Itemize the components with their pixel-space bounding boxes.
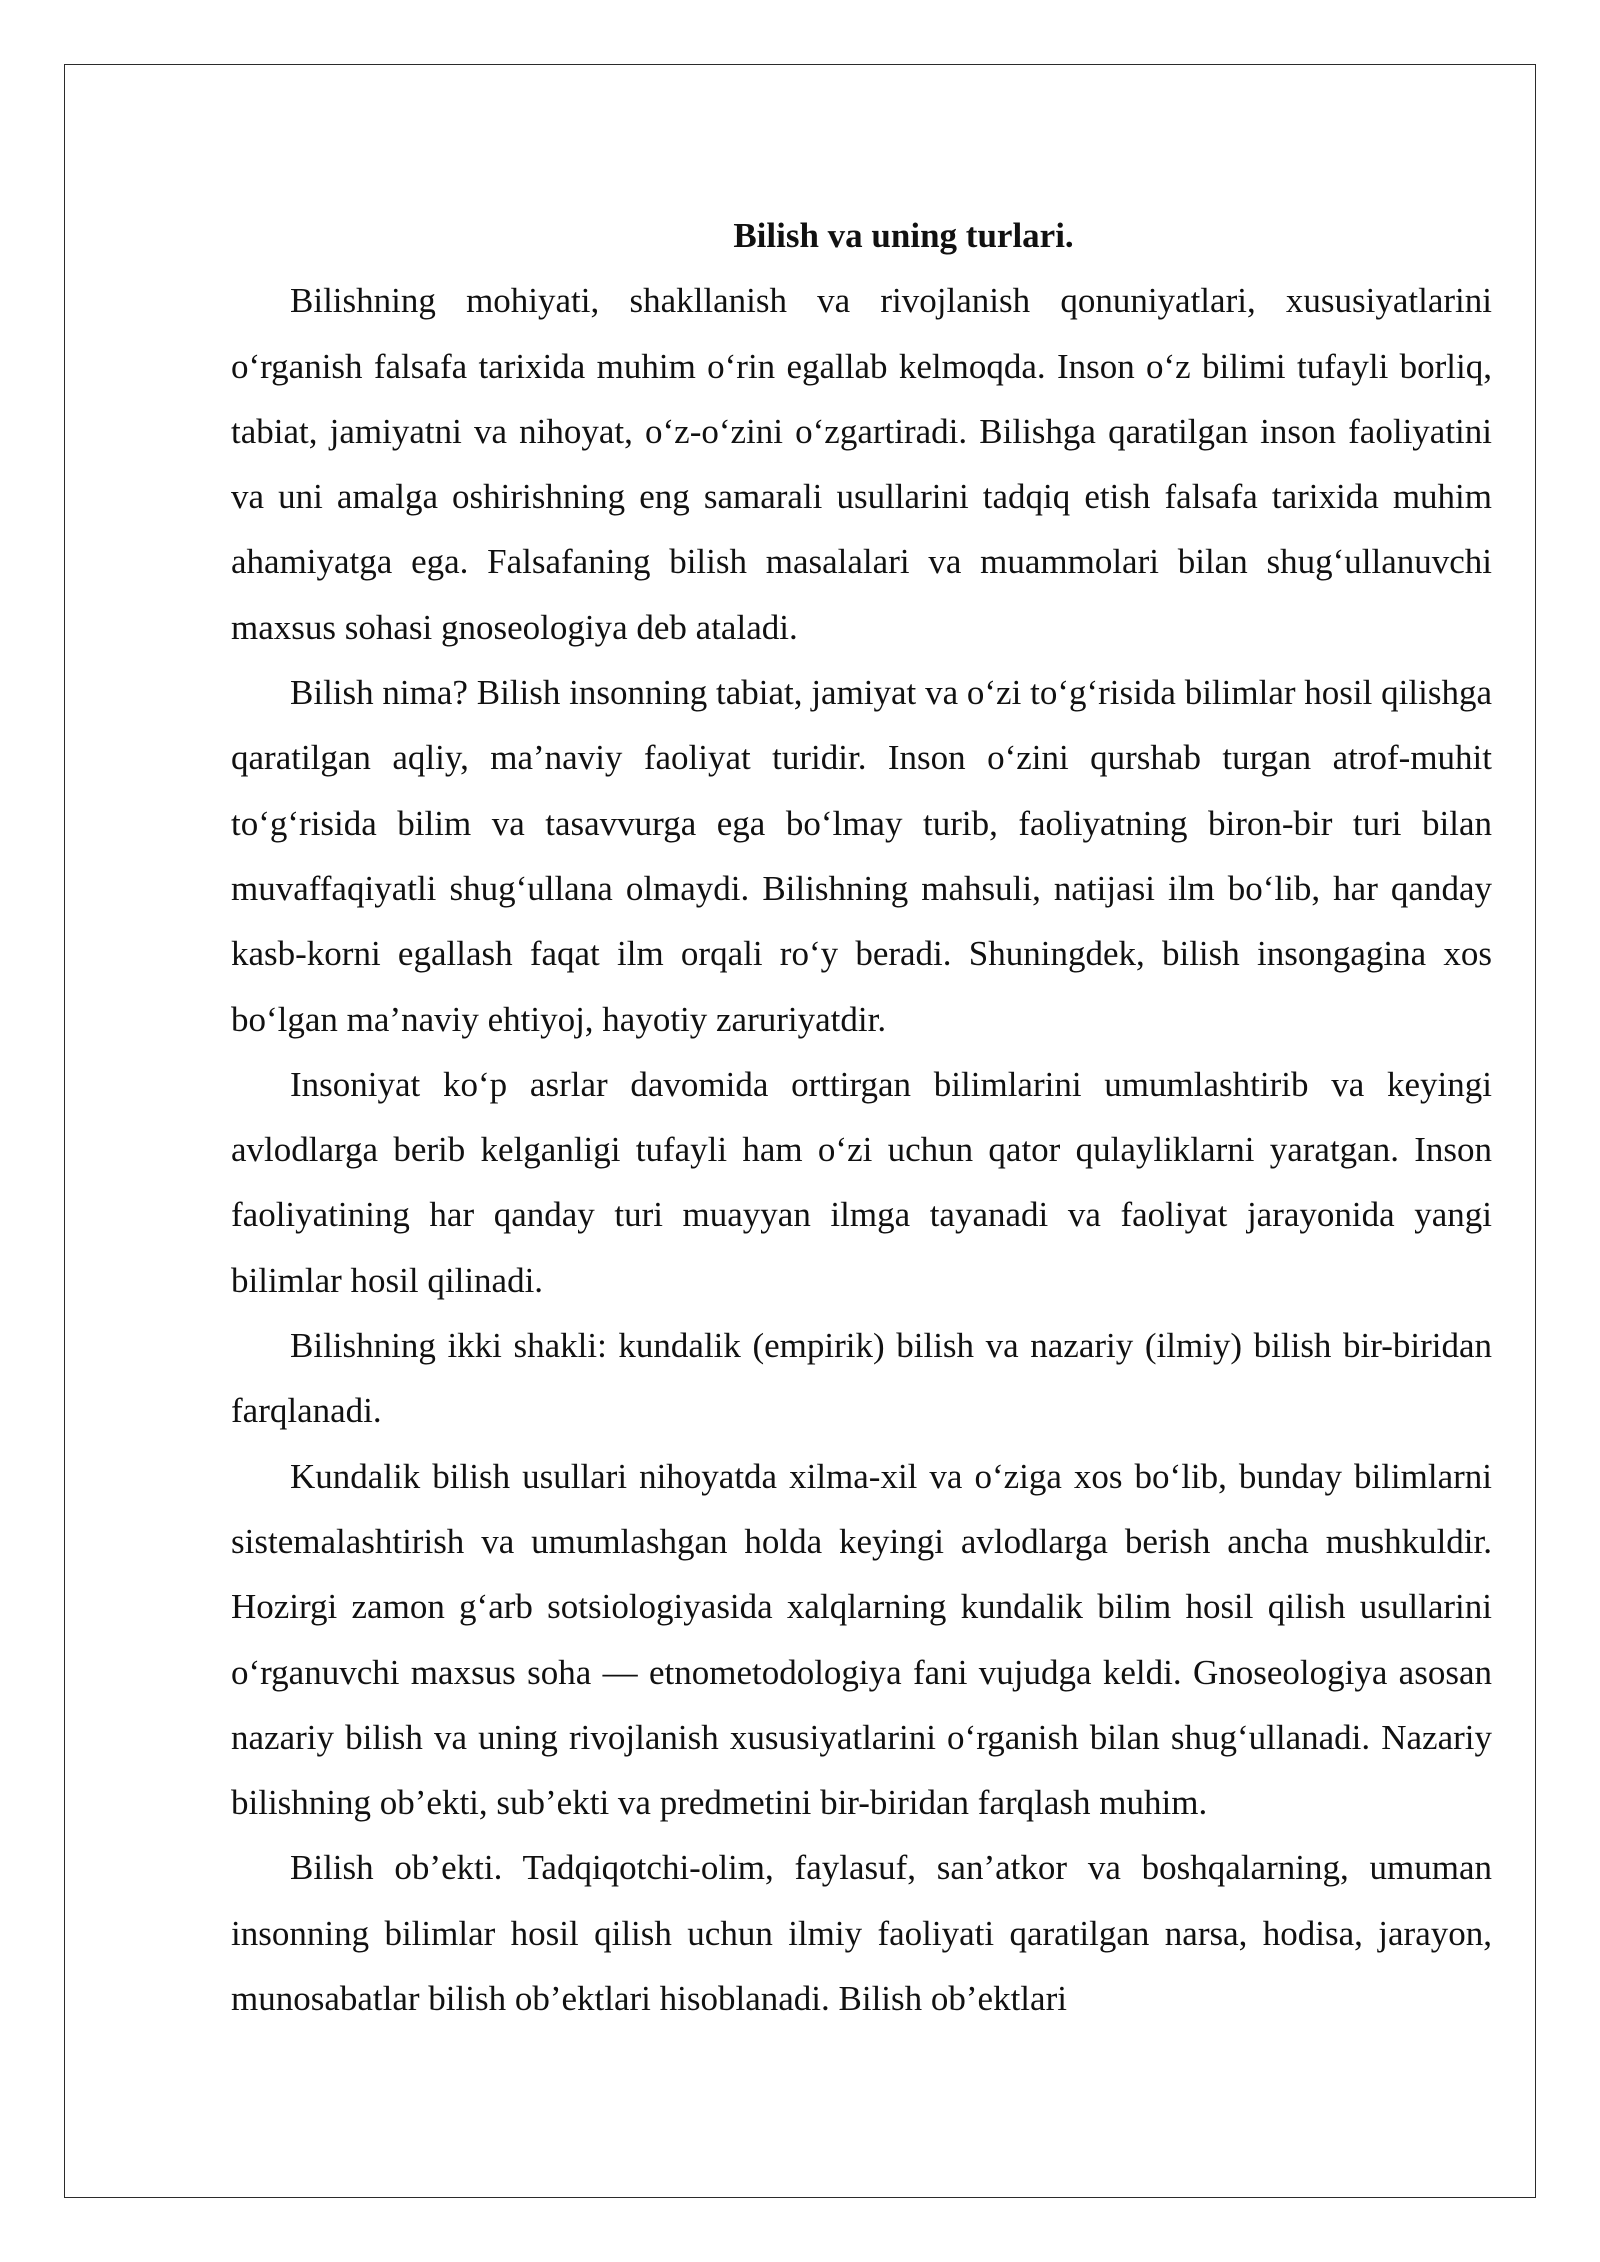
document-page <box>64 64 1536 2198</box>
paragraph-4: Bilishning ikki shakli: kundalik (empirik) bilish va nazariy (ilmiy) bilish bir-biridan farqlanadi. <box>231 1326 1492 1431</box>
paragraph-3: Insoniyat ko‘p asrlar davomida orttirgan bilimlarini umumlashtirib va keyingi avlodlarga berib kelganligi tufayli ham o‘zi uchun qator qulayliklarni yaratgan. Inson faoliyatining har qanday turi muayyan ilmga tayanadi va faoliyat jarayonida yangi bilimlar hosil qilinadi. <box>231 1064 1492 1300</box>
document-title: Bilish va uning turlari. <box>733 216 1074 255</box>
paragraph-5: Kundalik bilish usullari nihoyatda xilma-xil va o‘ziga xos bo‘lib, bunday bilimlarni sistemalashtirish va umumlashgan holda keyingi avlodlarga berish ancha mushkuldir. Hozirgi zamon g‘arb sotsiologiyasida xalqlarning kundalik bilim hosil qilish usullarini o‘rganuvchi maxsus soha — etnometodologiya fani vujudga keldi. Gnoseologiya asosan nazariy bilish va uning rivojlanish xususiyatlarini o‘rganish bilan shug‘ullanadi. Nazariy bilishning ob’ekti, sub’ekti va predmetini bir-biridan farqlash muhim. <box>231 1456 1492 1823</box>
paragraph-1: Bilishning mohiyati, shakllanish va rivojlanish qonuniyatlari, xususiyatlarini o‘rganish falsafa tarixida muhim o‘rin egallab kelmoqda. Inson o‘z bilimi tufayli borliq, tabiat, jamiyatni va nihoyat, o‘z-o‘zini o‘zgartiradi. Bilishga qaratilgan inson faoliyatini va uni amalga oshirishning eng samarali usullarini tadqiq etish falsafa tarixida muhim ahamiyatga ega. Falsafaning bilish masalalari va muammolari bilan shug‘ullanuvchi maxsus sohasi gnoseologiya deb ataladi. <box>231 281 1492 647</box>
document-body <box>231 203 1492 2031</box>
paragraph-2: Bilish nima? Bilish insonning tabiat, jamiyat va o‘zi to‘g‘risida bilimlar hosil qilishga qaratilgan aqliy, ma’naviy faoliyat turidir. Inson o‘zini qurshab turgan atrof-muhit to‘g‘risida bilim va tasavvurga ega bo‘lmay turib, faoliyatning biron-bir turi bilan muvaffaqiyatli shug‘ullana olmaydi. Bilishning mahsuli, natijasi ilm bo‘lib, har qanday kasb-korni egallash faqat ilm orqali ro‘y beradi. Shuningdek, bilish insongagina xos bo‘lgan ma’naviy ehtiyoj, hayotiy zaruriyatdir. <box>231 673 1492 1039</box>
paragraph-6: Bilish ob’ekti. Tadqiqotchi-olim, faylasuf, san’atkor va boshqalarning, umuman insonning bilimlar hosil qilish uchun ilmiy faoliyati qaratilgan narsa, hodisa, jarayon, munosabatlar bilish ob’ektlari hisoblanadi. Bilish ob’ektlari <box>231 1848 1492 2019</box>
